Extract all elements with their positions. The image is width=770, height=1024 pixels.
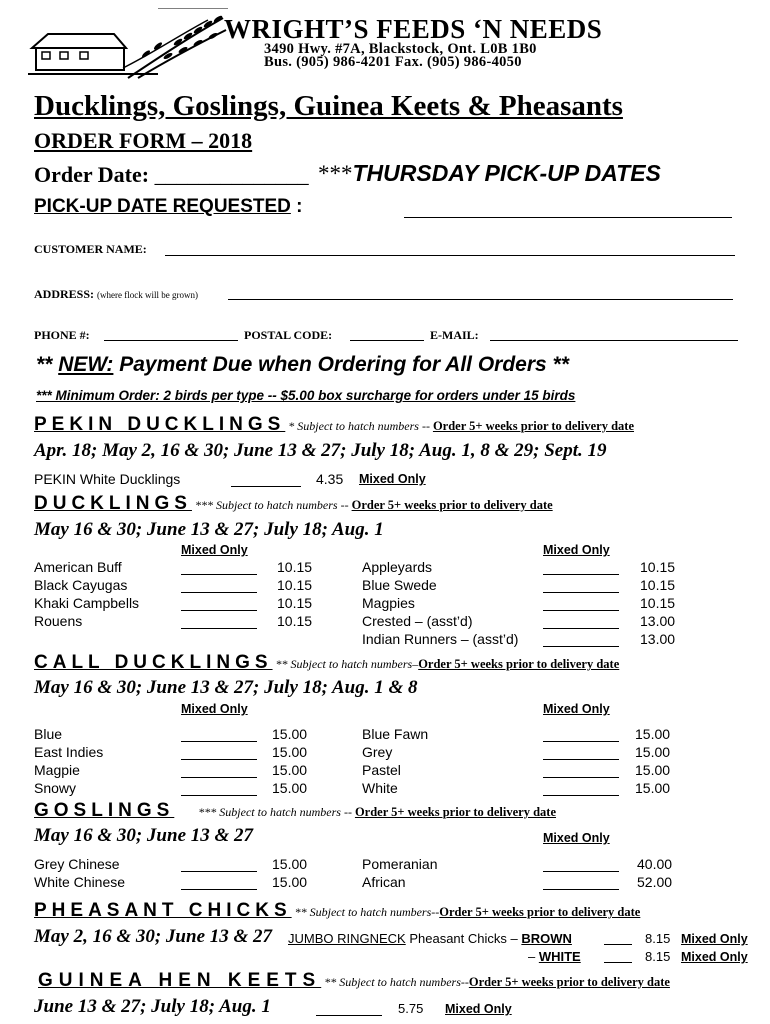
guinea-qty-field[interactable] [316, 1015, 382, 1016]
item-price: 15.00 [635, 762, 671, 778]
customer-name-label: CUSTOMER NAME: [34, 242, 147, 256]
quantity-field[interactable] [181, 759, 257, 760]
pheasant-brown-mixed: Mixed Only [681, 932, 748, 946]
item-price: 10.15 [277, 595, 313, 611]
guinea-price: 5.75 [398, 1001, 424, 1016]
ducklings-dates: May 16 & 30; June 13 & 27; July 18; Aug. 1 [34, 519, 384, 540]
item-price: 13.00 [640, 631, 676, 647]
item-price: 10.15 [277, 577, 313, 593]
quantity-field[interactable] [543, 889, 619, 890]
quantity-field[interactable] [543, 741, 619, 742]
item-price: 15.00 [635, 726, 671, 742]
ducklings-mixed-right: Mixed Only [543, 543, 610, 557]
item-name: Pomeranian [362, 856, 438, 872]
item-name: Blue [34, 726, 63, 742]
item-name: Grey [362, 744, 393, 760]
pekin-section-header: PEKIN DUCKLINGS * Subject to hatch numbers -- Order 5+ weeks prior to delivery date [34, 414, 635, 435]
quantity-field[interactable] [181, 610, 257, 611]
quantity-field[interactable] [543, 795, 619, 796]
item-price: 15.00 [635, 780, 671, 796]
postal-code-label: POSTAL CODE: [244, 328, 333, 342]
pheasant-white-qty-field[interactable] [604, 962, 632, 963]
item-name: Blue Fawn [362, 726, 429, 742]
item-price: 10.15 [277, 559, 313, 575]
quantity-field[interactable] [543, 871, 619, 872]
phone-label: PHONE #: [34, 328, 90, 342]
quantity-field[interactable] [181, 592, 257, 593]
item-name: Magpie [34, 762, 80, 778]
item-price: 15.00 [272, 762, 308, 778]
phone-field[interactable] [104, 340, 238, 341]
quantity-field[interactable] [543, 777, 619, 778]
quantity-field[interactable] [543, 628, 619, 629]
goslings-dates: May 16 & 30; June 13 & 27 [34, 825, 254, 846]
pheasant-dates: May 2, 16 & 30; June 13 & 27 [34, 926, 273, 947]
item-name: African [362, 874, 406, 890]
item-name: East Indies [34, 744, 104, 760]
item-name: Blue Swede [362, 577, 437, 593]
item-price: 15.00 [272, 726, 308, 742]
page-title: Ducklings, Goslings, Guinea Keets & Pheasants [34, 90, 623, 122]
item-price: 10.15 [640, 577, 676, 593]
item-name: Pastel [362, 762, 401, 778]
call-ducklings-mixed-left: Mixed Only [181, 702, 248, 716]
store-address: 3490 Hwy. #7A, Blackstock, Ont. L0B 1B0 [264, 41, 537, 57]
store-logo [28, 8, 228, 80]
call-ducklings-dates: May 16 & 30; June 13 & 27; July 18; Aug. 1 & 8 [34, 677, 418, 698]
guinea-dates: June 13 & 27; July 18; Aug. 1 [34, 996, 271, 1017]
quantity-field[interactable] [181, 795, 257, 796]
email-label: E-MAIL: [430, 328, 479, 342]
item-name: American Buff [34, 559, 122, 575]
item-name: Appleyards [362, 559, 433, 575]
quantity-field[interactable] [543, 592, 619, 593]
ducklings-section-header: DUCKLINGS *** Subject to hatch numbers -- Order 5+ weeks prior to delivery date [34, 493, 553, 514]
pekin-dates: Apr. 18; May 2, 16 & 30; June 13 & 27; July 18; Aug. 1, 8 & 29; Sept. 19 [34, 440, 607, 461]
pheasant-section-header: PHEASANT CHICKS ** Subject to hatch numbers--Order 5+ weeks prior to delivery date [34, 900, 641, 921]
item-price: 10.15 [640, 559, 676, 575]
goslings-mixed-right: Mixed Only [543, 831, 610, 845]
pekin-item-name: PEKIN White Ducklings [34, 471, 181, 487]
item-price: 15.00 [635, 744, 671, 760]
pekin-mixed-only: Mixed Only [359, 472, 426, 486]
quantity-field[interactable] [181, 871, 257, 872]
goslings-section-header: GOSLINGS *** Subject to hatch numbers -- Order 5+ weeks prior to delivery date [34, 800, 557, 821]
item-name: Magpies [362, 595, 415, 611]
minimum-order-note: *** Minimum Order: 2 birds per type -- $5.00 box surcharge for orders under 15 birds [36, 388, 576, 403]
item-price: 15.00 [272, 874, 308, 890]
item-price: 13.00 [640, 613, 676, 629]
guinea-mixed-only: Mixed Only [445, 1002, 512, 1016]
quantity-field[interactable] [181, 741, 257, 742]
form-subtitle: ORDER FORM – 2018 [34, 128, 253, 153]
item-name: Khaki Campbells [34, 595, 140, 611]
item-price: 10.15 [277, 613, 313, 629]
pheasant-brown-qty-field[interactable] [604, 944, 632, 945]
item-price: 40.00 [637, 856, 673, 872]
item-price: 15.00 [272, 744, 308, 760]
quantity-field[interactable] [543, 646, 619, 647]
guinea-section-header: GUINEA HEN KEETS ** Subject to hatch numbers--Order 5+ weeks prior to delivery date [38, 970, 670, 991]
quantity-field[interactable] [543, 610, 619, 611]
item-name: Crested – (asst’d) [362, 613, 473, 629]
order-date-blank[interactable]: ______________ [154, 162, 309, 187]
store-name: WRIGHT’S FEEDS ‘N NEEDS [224, 14, 603, 44]
pekin-qty-field[interactable] [231, 486, 301, 487]
store-phone: Bus. (905) 986-4201 Fax. (905) 986-4050 [264, 54, 522, 70]
item-name: White Chinese [34, 874, 126, 890]
item-name: Black Cayugas [34, 577, 128, 593]
item-price: 15.00 [272, 780, 308, 796]
address-field[interactable] [228, 299, 733, 300]
quantity-field[interactable] [181, 889, 257, 890]
call-ducklings-mixed-right: Mixed Only [543, 702, 610, 716]
quantity-field[interactable] [181, 777, 257, 778]
pheasant-brown-line: JUMBO RINGNECK Pheasant Chicks – BROWN [288, 931, 572, 946]
jumbo-ringneck: JUMBO RINGNECK [288, 931, 406, 946]
ducklings-mixed-left: Mixed Only [181, 543, 248, 557]
item-price: 10.15 [640, 595, 676, 611]
quantity-field[interactable] [543, 759, 619, 760]
quantity-field[interactable] [181, 628, 257, 629]
item-name: Snowy [34, 780, 77, 796]
item-name: White [362, 780, 398, 796]
pekin-price: 4.35 [316, 471, 344, 487]
address-label: ADDRESS: (where flock will be grown) [34, 287, 198, 301]
pheasant-brown-price: 8.15 [645, 931, 671, 946]
quantity-field[interactable] [543, 574, 619, 575]
pheasant-white-price: 8.15 [645, 949, 671, 964]
pickup-date-field[interactable] [404, 217, 732, 218]
thursday-pickup-note: ***THURSDAY PICK-UP DATES [318, 160, 661, 186]
customer-name-field[interactable] [165, 255, 735, 256]
call-ducklings-section-header: CALL DUCKLINGS ** Subject to hatch numbers–Order 5+ weeks prior to delivery date [34, 652, 620, 673]
item-name: Indian Runners – (asst’d) [362, 631, 519, 647]
postal-code-field[interactable] [350, 340, 424, 341]
address-note: (where flock will be grown) [97, 290, 198, 300]
order-date-label: Order Date: ______________ [34, 162, 309, 187]
pheasant-white-mixed: Mixed Only [681, 950, 748, 964]
item-price: 15.00 [272, 856, 308, 872]
payment-banner: ** NEW: Payment Due when Ordering for All Orders ** [36, 353, 569, 376]
item-name: Grey Chinese [34, 856, 120, 872]
item-name: Rouens [34, 613, 83, 629]
quantity-field[interactable] [181, 574, 257, 575]
pheasant-white-line: – WHITE [528, 949, 581, 964]
pickup-date-label: PICK-UP DATE REQUESTED : [34, 196, 303, 217]
item-price: 52.00 [637, 874, 673, 890]
email-field[interactable] [490, 340, 738, 341]
